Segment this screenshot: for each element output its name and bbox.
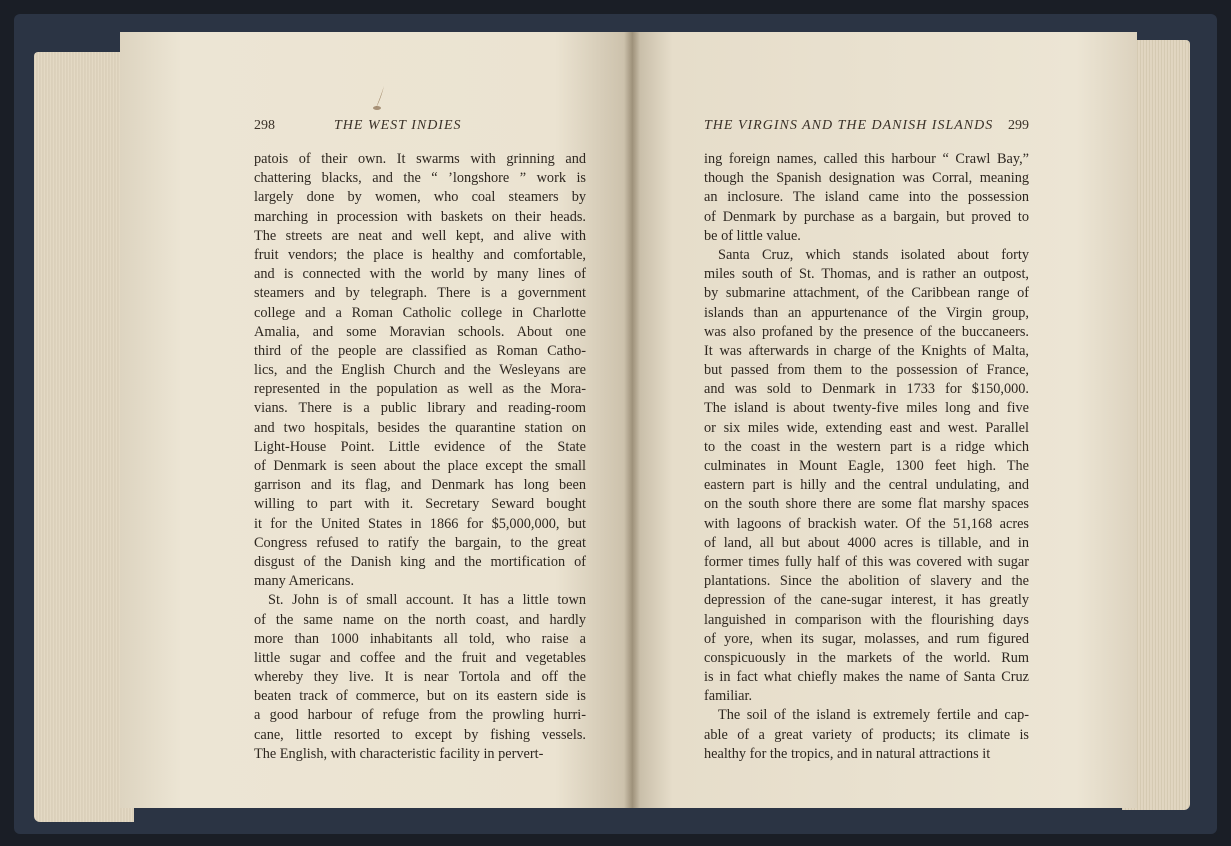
page-edges-left [34, 52, 134, 822]
text-line: languished in comparison with the flourishing days [704, 611, 1029, 628]
text-line: The island is about twenty-five miles long and five [704, 400, 1029, 417]
text-line: former times fully half of this was covered with sugar [704, 553, 1029, 570]
text-line: to the coast in the western part is a ridge which [704, 438, 1029, 455]
text-line: little sugar and coffee and the fruit and vegetables [254, 649, 586, 666]
text-line: third of the people are classified as Roman Catho- [254, 342, 586, 359]
text-line: whereby they live. It is near Tortola and off the [254, 669, 586, 686]
text-line: of land, all but about 4000 acres is tillable, and in [704, 534, 1029, 551]
text-line: able of a great variety of products; its climate is [704, 726, 1029, 743]
text-line: The English, with characteristic facility in pervert- [254, 745, 544, 762]
text-line: miles south of St. Thomas, and is rather an outpost, [704, 266, 1029, 283]
text-line: plantations. Since the abolition of slavery and the [704, 573, 1029, 590]
text-line: but passed from them to the possession of France, [704, 362, 1029, 379]
book-gutter [624, 32, 640, 808]
text-line: with lagoons of brackish water. Of the 51,168 acres [704, 515, 1029, 532]
text-line: chattering blacks, and the “ ’longshore ” work is [254, 170, 586, 187]
running-title: THE VIRGINS AND THE DANISH ISLANDS [704, 118, 994, 133]
text-line: it for the United States in 1866 for $5,000,000, but [254, 515, 586, 532]
text-line: though the Spanish designation was Corral, meaning [704, 170, 1029, 187]
text-line: represented in the population as well as the Mora- [254, 381, 586, 398]
text-line: fruit vendors; the place is healthy and comfortable, [254, 246, 586, 263]
text-line: of the same name on the north coast, and hardly [254, 611, 586, 628]
text-line: willing to part with it. Secretary Seward bought [254, 496, 586, 513]
text-line: and two hospitals, besides the quarantine station on [254, 419, 586, 436]
right-page-header [704, 118, 1029, 140]
running-title: THE WEST INDIES [334, 118, 462, 133]
text-line: of yore, when its sugar, molasses, and rum figured [704, 630, 1029, 647]
text-line: The soil of the island is extremely fertile and cap- [718, 707, 1029, 724]
page-number: 299 [1008, 118, 1029, 133]
text-line: patois of their own. It swarms with grinning and [254, 151, 586, 167]
text-line: lics, and the English Church and the Wesleyans are [254, 362, 586, 379]
text-line: It was afterwards in charge of the Knights of Malta, [704, 342, 1029, 359]
text-line: many Americans. [254, 573, 355, 590]
text-line: Santa Cruz, which stands isolated about forty [718, 246, 1029, 263]
text-line: an inclosure. The island came into the possession [704, 189, 1029, 206]
text-line: islands than an appurtenance of the Virgin group, [704, 304, 1029, 321]
text-line: St. John is of small account. It has a little town [268, 592, 586, 609]
text-line: healthy for the tropics, and in natural attractions it [704, 745, 991, 762]
text-line: on the south shore there are some flat marshy spaces [704, 496, 1029, 513]
text-line: disgust of the Danish king and the mortification of [254, 553, 586, 570]
text-line: Amalia, and some Moravian schools. About one [254, 323, 586, 340]
text-line: cane, little resorted to except by fishing vessels. [254, 726, 586, 743]
text-line: was also profaned by the presence of the buccaneers. [704, 323, 1029, 340]
text-line: beaten track of commerce, but on its eastern side is [254, 688, 586, 705]
text-line: eastern part is hilly and the central undulating, and [704, 477, 1029, 494]
text-line: more than 1000 inhabitants all told, who raise a [254, 630, 586, 647]
text-line: or six miles wide, extending east and west. Parallel [704, 419, 1029, 436]
text-line: a good harbour of refuge from the prowling hurri- [254, 707, 586, 724]
text-line: of Denmark by purchase as a bargain, but proved to [704, 208, 1029, 225]
text-line: of Denmark is seen about the place except the small [254, 458, 586, 474]
text-line: Light-House Point. Little evidence of the State [254, 438, 586, 455]
text-line: steamers and by telegraph. There is a government [254, 285, 586, 302]
text-line: be of little value. [704, 227, 801, 244]
right-body-text [704, 150, 1029, 764]
text-line: and is connected with the world by many lines of [254, 266, 586, 283]
text-line: marching in procession with baskets on their heads. [254, 208, 586, 225]
text-line: depression of the cane-sugar interest, it has greatly [704, 592, 1029, 609]
text-line: culminates in Mount Eagle, 1300 feet high. The [704, 458, 1029, 474]
text-line: The streets are neat and well kept, and alive with [254, 227, 586, 244]
text-line: garrison and its flag, and Denmark has long been [254, 477, 586, 494]
text-line: is in fact what chiefly makes the name of Santa Cruz [704, 669, 1029, 686]
text-line: largely done by women, who coal steamers by [254, 189, 586, 206]
left-page-header [254, 118, 580, 140]
text-line: conspicuously in the markets of the world. Rum [704, 649, 1029, 666]
page-number: 298 [254, 118, 275, 133]
text-line: Congress refused to ratify the bargain, to the great [254, 534, 586, 551]
text-line: vians. There is a public library and reading-room [254, 400, 586, 417]
text-line: by submarine attachment, of the Caribbean range of [704, 285, 1029, 302]
ink-mark-icon [372, 84, 388, 112]
text-line: familiar. [704, 688, 753, 705]
left-body-text [254, 150, 586, 764]
text-line: and was sold to Denmark in 1733 for $150,000. [704, 381, 1029, 398]
text-line: ing foreign names, called this harbour “ Crawl Bay,” [704, 151, 1029, 167]
text-line: college and a Roman Catholic college in Charlotte [254, 304, 586, 321]
